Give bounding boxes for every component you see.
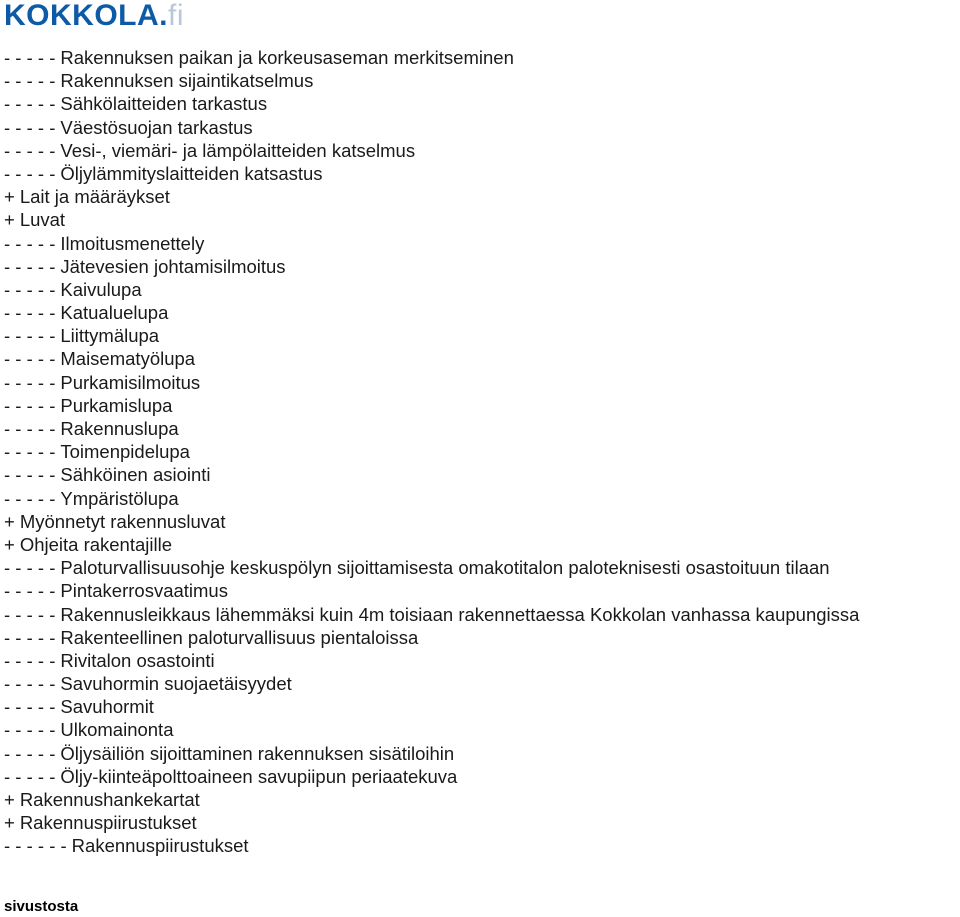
sitemap-item[interactable] — [4, 649, 859, 672]
tree-prefix: - - - - - — [4, 232, 56, 254]
sitemap-link[interactable]: Öljylämmityslaitteiden katsastus — [60, 162, 323, 184]
sitemap-item[interactable] — [4, 603, 859, 626]
tree-prefix: - - - - - — [4, 464, 56, 486]
tree-prefix: - - - - - — [4, 765, 56, 787]
sitemap-item[interactable] — [4, 626, 859, 649]
sitemap-item[interactable] — [4, 510, 859, 533]
footer-label: sivustosta — [4, 898, 79, 915]
sitemap-link[interactable]: Sähköinen asiointi — [60, 464, 211, 486]
tree-prefix: - - - - - — [4, 580, 56, 602]
tree-prefix: - - - - - — [4, 162, 56, 184]
sitemap-list — [4, 46, 859, 858]
tree-prefix: + — [4, 209, 15, 231]
tree-prefix: - - - - - — [4, 626, 56, 648]
sitemap-item[interactable] — [4, 394, 859, 417]
tree-prefix: - - - - - — [4, 70, 56, 92]
tree-prefix: - - - - - — [4, 47, 56, 68]
sitemap-link[interactable]: Öljy-kiinteäpolttoaineen savupiipun periaatekuva — [60, 765, 458, 787]
sitemap-link[interactable]: Luvat — [19, 209, 66, 231]
sitemap-link[interactable]: Purkamislupa — [60, 394, 173, 416]
sitemap-link[interactable]: Ohjeita rakentajille — [19, 533, 173, 555]
sitemap-link[interactable]: Jätevesien johtamisilmoitus — [60, 255, 286, 277]
sitemap-link[interactable]: Paloturvallisuusohje keskuspölyn sijoittamisesta omakotitalon paloteknisesti osastoituun tilaan — [60, 557, 830, 579]
tree-prefix: - - - - - — [4, 673, 56, 695]
sitemap-item[interactable] — [4, 834, 859, 857]
sitemap-link[interactable]: Rakenteellinen paloturvallisuus pientaloissa — [60, 626, 419, 648]
tree-prefix: - - - - - — [4, 139, 56, 161]
tree-prefix: - - - - - — [4, 649, 56, 671]
tree-prefix: - - - - - — [4, 348, 56, 370]
tree-prefix: - - - - - — [4, 116, 56, 138]
tree-prefix: - - - - - — [4, 255, 56, 277]
logo-tld: fi — [168, 0, 184, 32]
site-logo[interactable] — [4, 0, 184, 34]
sitemap-link[interactable]: Väestösuojan tarkastus — [60, 116, 253, 138]
sitemap-item[interactable] — [4, 162, 859, 185]
tree-prefix: - - - - - — [4, 742, 56, 764]
sitemap-item[interactable] — [4, 185, 859, 208]
sitemap-item[interactable] — [4, 232, 859, 255]
sitemap-link[interactable]: Pintakerrosvaatimus — [60, 580, 228, 602]
sitemap-link[interactable]: Ympäristölupa — [60, 487, 179, 509]
tree-prefix: - - - - - — [4, 302, 56, 324]
tree-prefix: - - - - - — [4, 696, 56, 718]
tree-prefix: - - - - - — [4, 441, 56, 463]
tree-prefix: - - - - - — [4, 418, 56, 439]
tree-prefix: + — [4, 789, 15, 810]
tree-prefix: - - - - - — [4, 394, 56, 416]
sitemap-item[interactable] — [4, 208, 859, 231]
sitemap-link[interactable]: Savuhormin suojaetäisyydet — [60, 673, 292, 695]
sitemap-link[interactable]: Rivitalon osastointi — [60, 649, 215, 671]
sitemap-item[interactable] — [4, 579, 859, 602]
sitemap-item[interactable] — [4, 371, 859, 394]
tree-prefix: + — [4, 510, 15, 532]
sitemap-item[interactable] — [4, 811, 859, 834]
sitemap-link[interactable]: Liittymälupa — [60, 325, 160, 347]
sitemap-link[interactable]: Kaivulupa — [60, 278, 142, 300]
sitemap-link[interactable]: Rakennushankekartat — [19, 789, 200, 810]
sitemap-item[interactable] — [4, 116, 859, 139]
sitemap-item[interactable] — [4, 765, 859, 788]
sitemap-item[interactable] — [4, 440, 859, 463]
sitemap-item[interactable] — [4, 347, 859, 370]
tree-prefix: + — [4, 186, 15, 208]
sitemap-item[interactable] — [4, 92, 859, 115]
sitemap-link[interactable]: Ilmoitusmenettely — [60, 232, 205, 254]
sitemap-item[interactable] — [4, 324, 859, 347]
sitemap-item[interactable] — [4, 672, 859, 695]
sitemap-item[interactable] — [4, 278, 859, 301]
tree-prefix: + — [4, 533, 15, 555]
tree-prefix: - - - - - — [4, 371, 56, 393]
tree-prefix: - - - - - — [4, 719, 56, 741]
sitemap-link[interactable]: Maisematyölupa — [60, 348, 196, 370]
sitemap-item[interactable] — [4, 463, 859, 486]
sitemap-item[interactable] — [4, 255, 859, 278]
sitemap-link[interactable]: Rakennuksen sijaintikatselmus — [60, 70, 314, 92]
sitemap-link[interactable]: Vesi-, viemäri- ja lämpölaitteiden katselmus — [60, 139, 416, 161]
sitemap-link[interactable]: Toimenpidelupa — [60, 441, 190, 463]
sitemap-link[interactable]: Rakennuslupa — [60, 418, 179, 439]
tree-prefix: - - - - - — [4, 93, 56, 115]
sitemap-item[interactable] — [4, 46, 859, 69]
sitemap-link[interactable]: Öljysäiliön sijoittaminen rakennuksen sisätiloihin — [60, 742, 455, 764]
sitemap-link[interactable]: Ulkomainonta — [60, 719, 174, 741]
sitemap-item[interactable] — [4, 695, 859, 718]
sitemap-link[interactable]: Savuhormit — [60, 696, 154, 718]
tree-prefix: - - - - - - — [4, 835, 67, 857]
sitemap-link[interactable]: Rakennuksen paikan ja korkeusaseman merkitseminen — [60, 47, 514, 68]
tree-prefix: - - - - - — [4, 557, 56, 579]
sitemap-link[interactable]: Purkamisilmoitus — [60, 371, 201, 393]
sitemap-link[interactable]: Rakennuspiirustukset — [71, 835, 249, 857]
sitemap-link[interactable]: Rakennuspiirustukset — [19, 812, 197, 834]
sitemap-item[interactable] — [4, 556, 859, 579]
sitemap-item[interactable] — [4, 139, 859, 162]
sitemap-link[interactable]: Lait ja määräykset — [19, 186, 170, 208]
sitemap-item[interactable] — [4, 788, 859, 811]
sitemap-item[interactable] — [4, 718, 859, 741]
tree-prefix: + — [4, 812, 15, 834]
sitemap-item[interactable] — [4, 417, 859, 440]
sitemap-item[interactable] — [4, 301, 859, 324]
sitemap-item[interactable] — [4, 533, 859, 556]
tree-prefix: - - - - - — [4, 603, 56, 625]
tree-prefix: - - - - - — [4, 487, 56, 509]
sitemap-item[interactable] — [4, 742, 859, 765]
sitemap-item[interactable] — [4, 487, 859, 510]
sitemap-link[interactable]: Katualuelupa — [60, 302, 169, 324]
tree-prefix: - - - - - — [4, 278, 56, 300]
sitemap-item[interactable] — [4, 69, 859, 92]
sitemap-link[interactable]: Sähkölaitteiden tarkastus — [60, 93, 268, 115]
sitemap-link[interactable]: Myönnetyt rakennusluvat — [19, 510, 226, 532]
tree-prefix: - - - - - — [4, 325, 56, 347]
sitemap-link[interactable]: Rakennusleikkaus lähemmäksi kuin 4m toisiaan rakennettaessa Kokkolan vanhassa kaupungissa — [60, 603, 860, 625]
logo-text: KOKKOLA — [4, 0, 160, 32]
logo-dot: . — [159, 0, 168, 32]
